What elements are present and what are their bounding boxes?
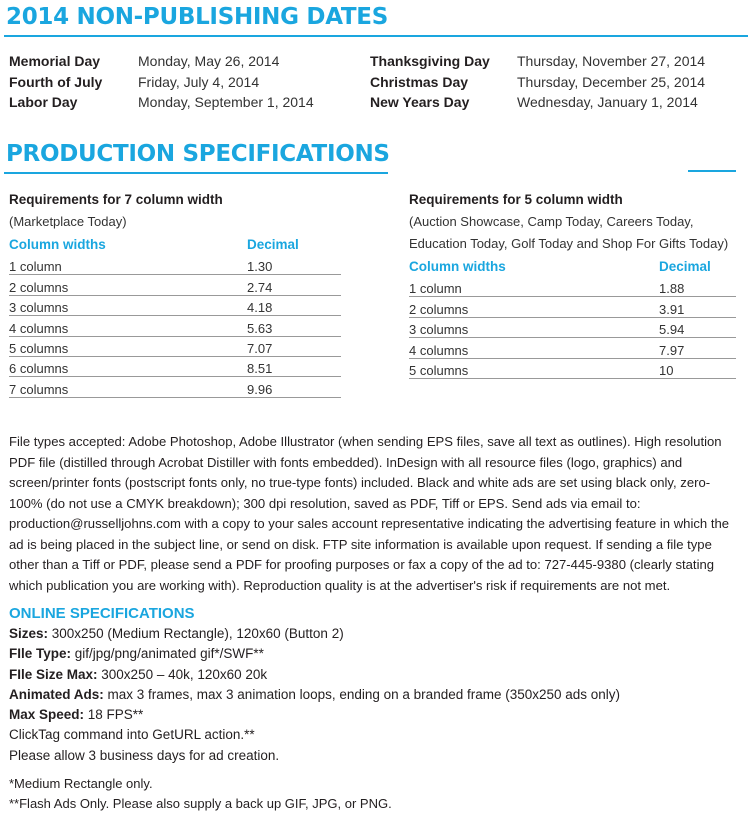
holiday-date: Wednesday, January 1, 2014 <box>517 94 698 110</box>
production-title: PRODUCTION SPECIFICATIONS <box>6 141 390 167</box>
cell-columns: 1 column <box>9 255 247 275</box>
holiday-name: Christmas Day <box>370 73 469 90</box>
table-row <box>9 295 341 315</box>
footnote: *Medium Rectangle only. <box>9 776 153 791</box>
cell-columns: 3 columns <box>9 295 247 315</box>
spec-file-type <box>9 644 620 664</box>
cell-columns: 5 columns <box>9 336 247 356</box>
rule-fragment <box>688 170 736 172</box>
seven-column-requirements <box>9 189 341 398</box>
requirements-subtitle: (Auction Showcase, Camp Today, Careers Today, <box>409 214 694 229</box>
spec-label: FIle Type: <box>9 646 72 662</box>
holiday-row <box>370 92 705 113</box>
cell-columns: 2 columns <box>409 297 659 317</box>
cell-decimal: 9.96 <box>247 377 341 397</box>
requirements-subtitle: Education Today, Golf Today and Shop For Gifts Today) <box>409 236 729 251</box>
holiday-name: Memorial Day <box>9 53 101 69</box>
cell-decimal: 1.88 <box>659 277 736 297</box>
requirements-title: Requirements for 5 column width <box>409 192 623 207</box>
online-title: ONLINE SPECIFICATIONS <box>9 605 195 622</box>
footnotes <box>9 774 392 814</box>
column-widths-header: Column widths <box>9 236 106 252</box>
table-row <box>9 275 341 295</box>
table-row <box>409 338 736 358</box>
cell-decimal: 10 <box>659 358 736 378</box>
spec-file-size <box>9 665 620 685</box>
table-row <box>9 336 341 356</box>
cell-decimal: 1.30 <box>247 255 341 275</box>
column-width-table <box>409 255 736 379</box>
title-underline <box>4 35 748 37</box>
cell-decimal: 7.97 <box>659 338 736 358</box>
spec-value: 18 FPS** <box>84 707 144 723</box>
cell-columns: 4 columns <box>9 316 247 336</box>
cell-decimal: 8.51 <box>247 356 341 376</box>
table-row <box>409 358 736 378</box>
table-row <box>9 377 341 397</box>
spec-label: Animated Ads: <box>9 686 104 702</box>
holiday-row <box>370 72 705 93</box>
spec-max-speed <box>9 705 620 725</box>
table-row <box>9 255 341 275</box>
holiday-row <box>9 51 314 72</box>
holiday-row <box>370 51 705 72</box>
cell-columns: 4 columns <box>409 338 659 358</box>
spec-label: FIle Size Max: <box>9 666 98 682</box>
spec-value: 300x250 – 40k, 120x60 20k <box>97 666 268 682</box>
holiday-date: Thursday, December 25, 2014 <box>517 73 706 90</box>
title-underline <box>4 172 388 174</box>
footnote: **Flash Ads Only. Please also supply a back up GIF, JPG, or PNG. <box>9 796 392 811</box>
requirements-subtitle: (Marketplace Today) <box>9 214 127 229</box>
cell-columns: 2 columns <box>9 275 247 295</box>
spec-animated-ads <box>9 685 620 705</box>
decimal-header: Decimal <box>659 258 711 274</box>
holiday-date: Monday, May 26, 2014 <box>138 53 280 69</box>
five-column-requirements <box>409 189 736 379</box>
spec-value: max 3 frames, max 3 animation loops, ending on a branded frame (350x250 ads only) <box>103 686 621 702</box>
cell-decimal: 5.94 <box>659 317 736 337</box>
column-width-table <box>9 233 341 398</box>
spec-allow: Please allow 3 business days for ad creation. <box>9 747 280 763</box>
spec-value: gif/jpg/png/animated gif*/SWF** <box>71 646 264 662</box>
holiday-name: New Years Day <box>370 94 470 110</box>
cell-decimal: 5.63 <box>247 316 341 336</box>
cell-columns: 7 columns <box>9 377 247 397</box>
requirements-title: Requirements for 7 column width <box>9 192 223 207</box>
holiday-name: Labor Day <box>9 94 78 110</box>
holidays-right <box>370 51 705 113</box>
holiday-name: Thanksgiving Day <box>370 53 490 69</box>
cell-decimal: 2.74 <box>247 275 341 295</box>
table-row <box>409 277 736 297</box>
holiday-name: Fourth of July <box>9 73 103 90</box>
table-row <box>9 356 341 376</box>
non-publishing-title: 2014 NON-PUBLISHING DATES <box>6 4 388 30</box>
holiday-date: Thursday, November 27, 2014 <box>517 53 706 69</box>
spec-label: Max Speed: <box>9 707 85 723</box>
spec-sizes <box>9 624 620 644</box>
cell-columns: 3 columns <box>409 317 659 337</box>
cell-columns: 5 columns <box>409 358 659 378</box>
spec-clicktag: ClickTag command into GetURL action.** <box>9 727 255 743</box>
holiday-row <box>9 92 314 113</box>
cell-decimal: 7.07 <box>247 336 341 356</box>
cell-columns: 6 columns <box>9 356 247 376</box>
column-widths-header: Column widths <box>409 258 506 274</box>
table-row <box>409 317 736 337</box>
online-specifications <box>9 604 620 766</box>
holiday-date: Monday, September 1, 2014 <box>138 94 314 110</box>
cell-columns: 1 column <box>409 277 659 297</box>
holiday-date: Friday, July 4, 2014 <box>138 73 260 90</box>
table-row <box>9 316 341 336</box>
decimal-header: Decimal <box>247 236 299 252</box>
spec-label: Sizes: <box>9 626 49 641</box>
file-requirements-text: File types accepted: Adobe Photoshop, Adobe Illustrator (when sending EPS files, save all text as outlines). High resolution PDF file (distilled through Acrobat Distiller with fonts embedded). InDesign with all resource files (logo, graphics) and screen/printer fonts (postscript fonts only, no true-type fonts) included. Black and white ads are set using black only, zero-100% (do not use a CMYK breakdown); 300 dpi resolution, saved as PDF, Tiff or EPS. Send ads via email to: production@russelljohns.com with a copy to your sales account representative indicating the advertising feature in which the ad is being placed in the subject line, or send on disk. FTP site information is available upon request. If sending a file type other than a Tiff or PDF, please send a PDF for proofing purposes or fax a copy of the ad to: 727-445-9380 (clearly stating which publication you are working with). Reproduction quality is at the advertiser's risk if requirements are not met. <box>9 434 730 593</box>
holiday-row <box>9 72 314 93</box>
cell-decimal: 3.91 <box>659 297 736 317</box>
holidays-left <box>9 51 314 113</box>
table-row <box>409 297 736 317</box>
cell-decimal: 4.18 <box>247 295 341 315</box>
spec-value: 300x250 (Medium Rectangle), 120x60 (Button 2) <box>48 626 344 641</box>
